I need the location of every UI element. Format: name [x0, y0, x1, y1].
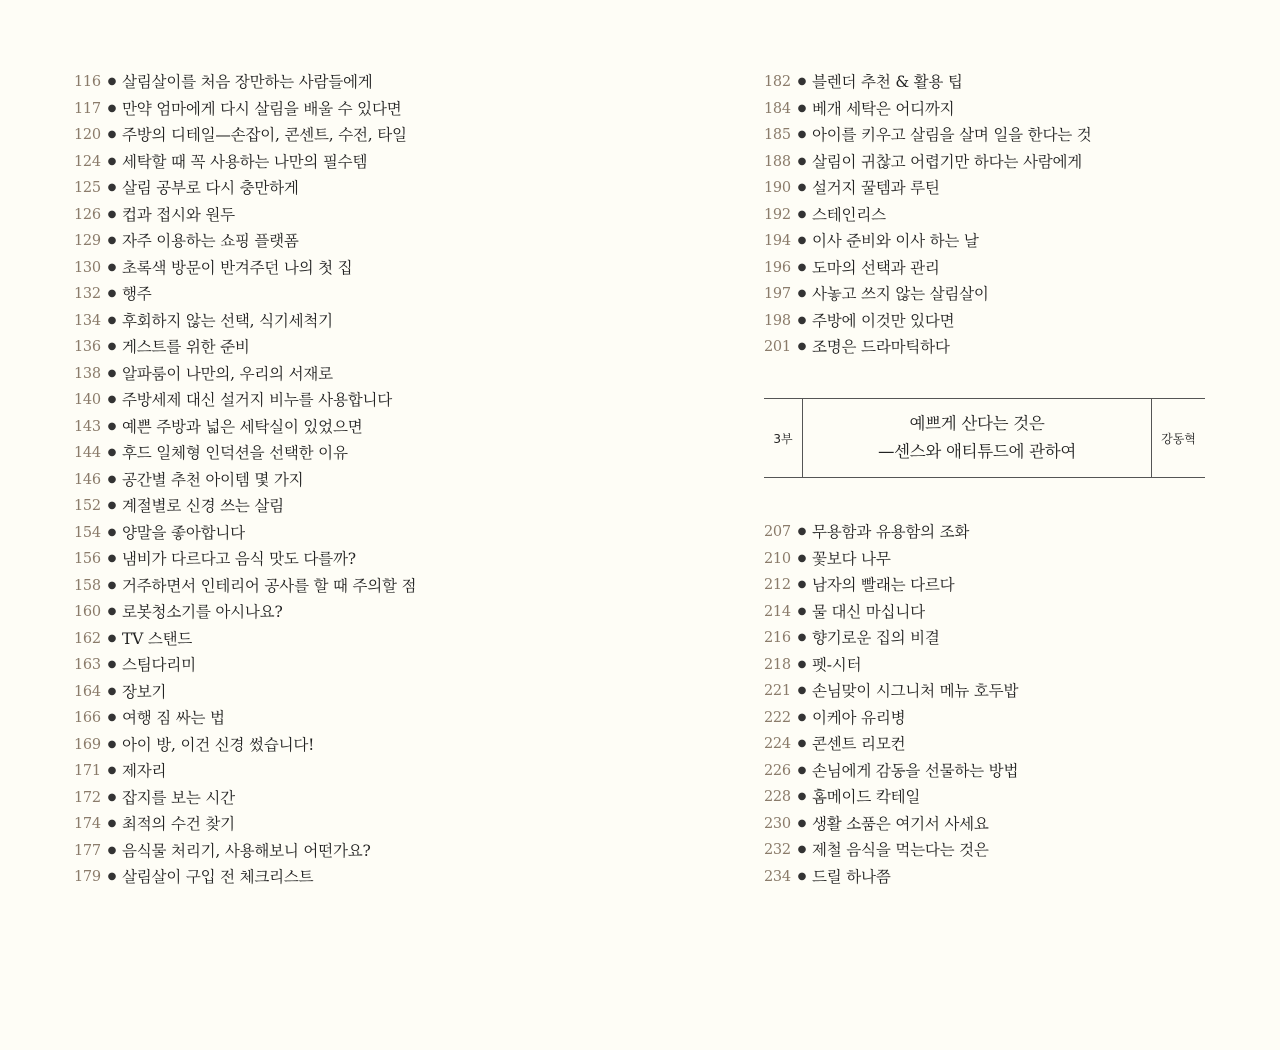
entry-title: 후드 일체형 인덕션을 선택한 이유 [122, 444, 348, 462]
toc-entry [74, 255, 634, 282]
bullet-icon: ● [107, 685, 117, 697]
page-number: 201 [764, 339, 791, 355]
toc-entry [764, 96, 1224, 123]
page-number: 156 [74, 551, 101, 567]
bullet-icon: ● [797, 764, 807, 776]
right-toc-column-top [764, 69, 1224, 361]
page-number: 188 [764, 153, 791, 170]
page-number: 207 [764, 524, 791, 540]
page-number: 234 [764, 868, 791, 885]
page-number: 194 [764, 233, 791, 249]
entry-title: 베개 세탁은 어디까지 [812, 99, 955, 118]
bullet-icon: ● [107, 261, 117, 273]
toc-entry [74, 599, 634, 626]
page-number: 179 [74, 869, 101, 885]
entry-title: 스테인리스 [812, 205, 886, 224]
entry-title: 예쁜 주방과 넓은 세탁실이 있었으면 [122, 417, 363, 436]
entry-title: 게스트를 위한 준비 [122, 338, 250, 356]
page-number: 171 [74, 763, 101, 779]
entry-title: 이사 준비와 이사 하는 날 [812, 232, 979, 250]
bullet-icon: ● [797, 711, 807, 723]
entry-title: 주방세제 대신 설거지 비누를 사용합니다 [122, 391, 393, 409]
entry-title: 제철 음식을 먹는다는 것은 [812, 841, 989, 859]
toc-entry [764, 202, 1224, 229]
bullet-icon: ● [107, 102, 117, 114]
toc-entry [74, 281, 634, 308]
page-number: 218 [764, 656, 791, 673]
bullet-icon: ● [797, 261, 807, 273]
toc-entry [764, 864, 1224, 891]
bullet-icon: ● [797, 605, 807, 617]
entry-title: TV 스탠드 [122, 629, 193, 648]
bullet-icon: ● [107, 818, 117, 829]
page-number: 117 [74, 100, 101, 117]
entry-title: 여행 짐 싸는 법 [122, 709, 225, 727]
toc-entry [764, 625, 1224, 652]
page-number: 224 [764, 736, 791, 752]
page-number: 226 [764, 762, 791, 779]
entry-title: 살림 공부로 다시 충만하게 [122, 179, 299, 197]
entry-title: 드릴 하나쯤 [812, 867, 891, 886]
toc-entry [74, 361, 634, 388]
toc-entry [74, 546, 634, 573]
page-number: 162 [74, 630, 101, 647]
entry-title: 제자리 [122, 762, 167, 780]
page-number: 146 [74, 471, 101, 488]
page-number: 130 [74, 259, 101, 276]
bullet-icon: ● [797, 155, 807, 167]
page-number: 190 [764, 180, 791, 196]
part-title-line2: —센스와 애티튜드에 관하여 [877, 442, 1077, 461]
toc-entry [74, 811, 634, 838]
bullet-icon: ● [107, 420, 117, 432]
bullet-icon: ● [797, 288, 807, 299]
entry-title: 설거지 꿀템과 루틴 [812, 179, 940, 197]
bullet-icon: ● [797, 579, 807, 590]
bullet-icon: ● [797, 314, 807, 326]
page-number: 222 [764, 709, 791, 726]
toc-entry [74, 520, 634, 547]
toc-entry [764, 228, 1224, 255]
bullet-icon: ● [107, 871, 117, 882]
bullet-icon: ● [797, 738, 807, 749]
toc-entry [74, 308, 634, 335]
entry-title: 콘센트 리모컨 [812, 735, 906, 753]
page-number: 116 [74, 74, 101, 90]
bullet-icon: ● [107, 288, 117, 299]
entry-title: 스팀다리미 [122, 656, 196, 674]
toc-entry [74, 414, 634, 441]
toc-entry [764, 281, 1224, 308]
bullet-icon: ● [797, 341, 807, 352]
entry-title: 주방의 디테일—손잡이, 콘센트, 수전, 타일 [122, 126, 407, 144]
bullet-icon: ● [107, 632, 117, 644]
page-number: 154 [74, 524, 101, 541]
entry-title: 음식물 처리기, 사용해보니 어떤가요? [122, 841, 371, 860]
bullet-icon: ● [107, 712, 117, 723]
page-number: 152 [74, 498, 101, 514]
toc-entry [74, 122, 634, 149]
entry-title: 행주 [122, 285, 152, 303]
toc-entry [74, 493, 634, 520]
page-number: 232 [764, 842, 791, 858]
page-number: 214 [764, 603, 791, 620]
bullet-icon: ● [107, 394, 117, 405]
toc-entry [74, 69, 634, 96]
toc-entry [74, 652, 634, 679]
left-toc-column [74, 69, 634, 891]
toc-entry [764, 334, 1224, 361]
toc-entry [764, 837, 1224, 864]
bullet-icon: ● [797, 844, 807, 855]
bullet-icon: ● [107, 606, 117, 617]
bullet-icon: ● [107, 341, 117, 352]
entry-title: 최적의 수건 찾기 [122, 815, 235, 833]
page-number: 140 [74, 392, 101, 408]
page-number: 126 [74, 206, 101, 223]
toc-entry [764, 175, 1224, 202]
bullet-icon: ● [107, 553, 117, 564]
entry-title: 세탁할 때 꼭 사용하는 나만의 필수템 [122, 152, 368, 171]
page-number: 124 [74, 153, 101, 170]
bullet-icon: ● [107, 844, 117, 856]
bullet-icon: ● [797, 552, 807, 564]
bullet-icon: ● [107, 182, 117, 193]
entry-title: 이케아 유리병 [812, 708, 906, 727]
page-number: 216 [764, 630, 791, 646]
entry-title: 자주 이용하는 쇼핑 플랫폼 [122, 232, 299, 250]
bullet-icon: ● [797, 182, 807, 193]
toc-entry [74, 732, 634, 759]
entry-title: 홈메이드 칵테일 [812, 788, 921, 806]
page-number: 136 [74, 339, 101, 355]
toc-entry [74, 228, 634, 255]
page-number: 182 [764, 74, 791, 90]
bullet-icon: ● [797, 129, 807, 140]
bullet-icon: ● [107, 473, 117, 485]
toc-entry [74, 440, 634, 467]
entry-title: 살림이 귀찮고 어렵기만 하다는 사람에게 [812, 152, 1083, 171]
bullet-icon: ● [797, 817, 807, 829]
entry-title: 펫-시터 [812, 655, 862, 674]
entry-title: 손님맞이 시그니처 메뉴 호두밥 [812, 682, 1019, 700]
bullet-icon: ● [797, 632, 807, 643]
entry-title: 사놓고 쓰지 않는 살림살이 [812, 285, 989, 303]
part-label: 3부 [764, 399, 803, 477]
toc-entry [764, 546, 1224, 573]
entry-title: 아이 방, 이건 신경 썼습니다! [122, 735, 315, 754]
toc-entry [74, 175, 634, 202]
bullet-icon: ● [107, 208, 117, 220]
page-number: 212 [764, 577, 791, 593]
entry-title: 꽃보다 나무 [812, 549, 891, 568]
toc-entry [74, 202, 634, 229]
bullet-icon: ● [797, 685, 807, 696]
entry-title: 양말을 좋아합니다 [122, 523, 245, 542]
entry-title: 남자의 빨래는 다르다 [812, 576, 955, 594]
toc-entry [764, 572, 1224, 599]
toc-entry [764, 811, 1224, 838]
toc-entry [74, 387, 634, 414]
page-number: 163 [74, 657, 101, 673]
toc-entry [74, 149, 634, 176]
entry-title: 무용함과 유용함의 조화 [812, 523, 970, 541]
toc-entry [764, 758, 1224, 785]
page-number: 228 [764, 789, 791, 805]
entry-title: 주방에 이것만 있다면 [812, 311, 955, 330]
entry-title: 로봇청소기를 아시나요? [122, 603, 283, 621]
toc-entry [764, 705, 1224, 732]
toc-entry [764, 122, 1224, 149]
bullet-icon: ● [107, 235, 117, 246]
bullet-icon: ● [107, 526, 117, 538]
toc-entry [74, 758, 634, 785]
entry-title: 손님에게 감동을 선물하는 방법 [812, 761, 1019, 780]
toc-entry [764, 731, 1224, 758]
page-number: 169 [74, 736, 101, 753]
page-number: 138 [74, 365, 101, 382]
entry-title: 초록색 방문이 반겨주던 나의 첫 집 [122, 258, 353, 277]
bullet-icon: ● [797, 658, 807, 670]
toc-entry [74, 467, 634, 494]
page-number: 143 [74, 418, 101, 435]
entry-title: 잡지를 보는 시간 [122, 788, 235, 807]
page-number: 164 [74, 683, 101, 700]
bullet-icon: ● [107, 579, 117, 591]
bullet-icon: ● [797, 102, 807, 114]
toc-entry [74, 864, 634, 891]
toc-entry [74, 626, 634, 653]
bullet-icon: ● [797, 235, 807, 246]
toc-entry [764, 149, 1224, 176]
part-author: 강동혁 [1151, 399, 1205, 477]
entry-title: 냄비가 다르다고 음식 맛도 다를까? [122, 550, 356, 568]
bullet-icon: ● [107, 155, 117, 167]
page-number: 172 [74, 789, 101, 806]
page-number: 120 [74, 127, 101, 143]
page-number: 158 [74, 577, 101, 594]
part-heading-box [764, 398, 1205, 478]
page-number: 132 [74, 286, 101, 302]
toc-entry [74, 96, 634, 123]
page-number: 166 [74, 710, 101, 726]
page-number: 125 [74, 180, 101, 196]
toc-entry [764, 69, 1224, 96]
entry-title: 물 대신 마십니다 [812, 602, 925, 621]
entry-title: 만약 엄마에게 다시 살림을 배울 수 있다면 [122, 99, 402, 118]
page-number: 221 [764, 683, 791, 699]
page-number: 184 [764, 100, 791, 117]
toc-entry [74, 705, 634, 732]
bullet-icon: ● [107, 738, 117, 750]
entry-title: 알파룸이 나만의, 우리의 서재로 [122, 364, 333, 383]
entry-title: 블렌더 추천 & 활용 팁 [812, 73, 963, 91]
bullet-icon: ● [797, 76, 807, 87]
toc-entry [764, 678, 1224, 705]
entry-title: 아이를 키우고 살림을 살며 일을 한다는 것 [812, 126, 1092, 144]
toc-entry [74, 334, 634, 361]
toc-entry [74, 838, 634, 865]
entry-title: 도마의 선택과 관리 [812, 258, 940, 277]
bullet-icon: ● [107, 129, 117, 140]
entry-title: 조명은 드라마틱하다 [812, 338, 950, 356]
toc-entry [764, 255, 1224, 282]
page-number: 197 [764, 286, 791, 302]
entry-title: 살림살이를 처음 장만하는 사람들에게 [122, 73, 373, 91]
part-title-line1: 예쁘게 산다는 것은 [909, 414, 1045, 433]
page-number: 192 [764, 206, 791, 223]
bullet-icon: ● [797, 870, 807, 882]
page-number: 210 [764, 550, 791, 567]
page-number: 129 [74, 233, 101, 249]
toc-entry [764, 519, 1224, 546]
entry-title: 후회하지 않는 선택, 식기세척기 [122, 311, 333, 330]
bullet-icon: ● [107, 447, 117, 458]
page-number: 198 [764, 312, 791, 329]
entry-title: 장보기 [122, 682, 167, 701]
toc-entry [764, 599, 1224, 626]
part-title [803, 399, 1151, 477]
bullet-icon: ● [107, 367, 117, 379]
entry-title: 향기로운 집의 비결 [812, 629, 940, 647]
page-number: 196 [764, 259, 791, 276]
bullet-icon: ● [107, 76, 117, 87]
entry-title: 계절별로 신경 쓰는 살림 [122, 497, 284, 515]
bullet-icon: ● [797, 208, 807, 220]
page-number: 134 [74, 312, 101, 329]
entry-title: 살림살이 구입 전 체크리스트 [122, 868, 314, 886]
bullet-icon: ● [107, 791, 117, 803]
bullet-icon: ● [107, 500, 117, 511]
toc-entry [74, 785, 634, 812]
bullet-icon: ● [107, 765, 117, 776]
right-toc-column-bottom [764, 519, 1224, 890]
toc-entry [764, 784, 1224, 811]
entry-title: 거주하면서 인테리어 공사를 할 때 주의할 점 [122, 576, 417, 595]
toc-entry [74, 573, 634, 600]
bullet-icon: ● [797, 526, 807, 537]
page-number: 174 [74, 816, 101, 832]
entry-title: 컵과 접시와 원두 [122, 205, 235, 224]
entry-title: 생활 소품은 여기서 사세요 [812, 814, 989, 833]
page-number: 177 [74, 842, 101, 859]
entry-title: 공간별 추천 아이템 몇 가지 [122, 470, 304, 489]
page-number: 230 [764, 815, 791, 832]
bullet-icon: ● [107, 314, 117, 326]
toc-entry [764, 308, 1224, 335]
page-number: 144 [74, 445, 101, 461]
page-number: 160 [74, 604, 101, 620]
bullet-icon: ● [107, 659, 117, 670]
toc-entry [764, 652, 1224, 679]
toc-entry [74, 679, 634, 706]
page-number: 185 [764, 127, 791, 143]
bullet-icon: ● [797, 791, 807, 802]
